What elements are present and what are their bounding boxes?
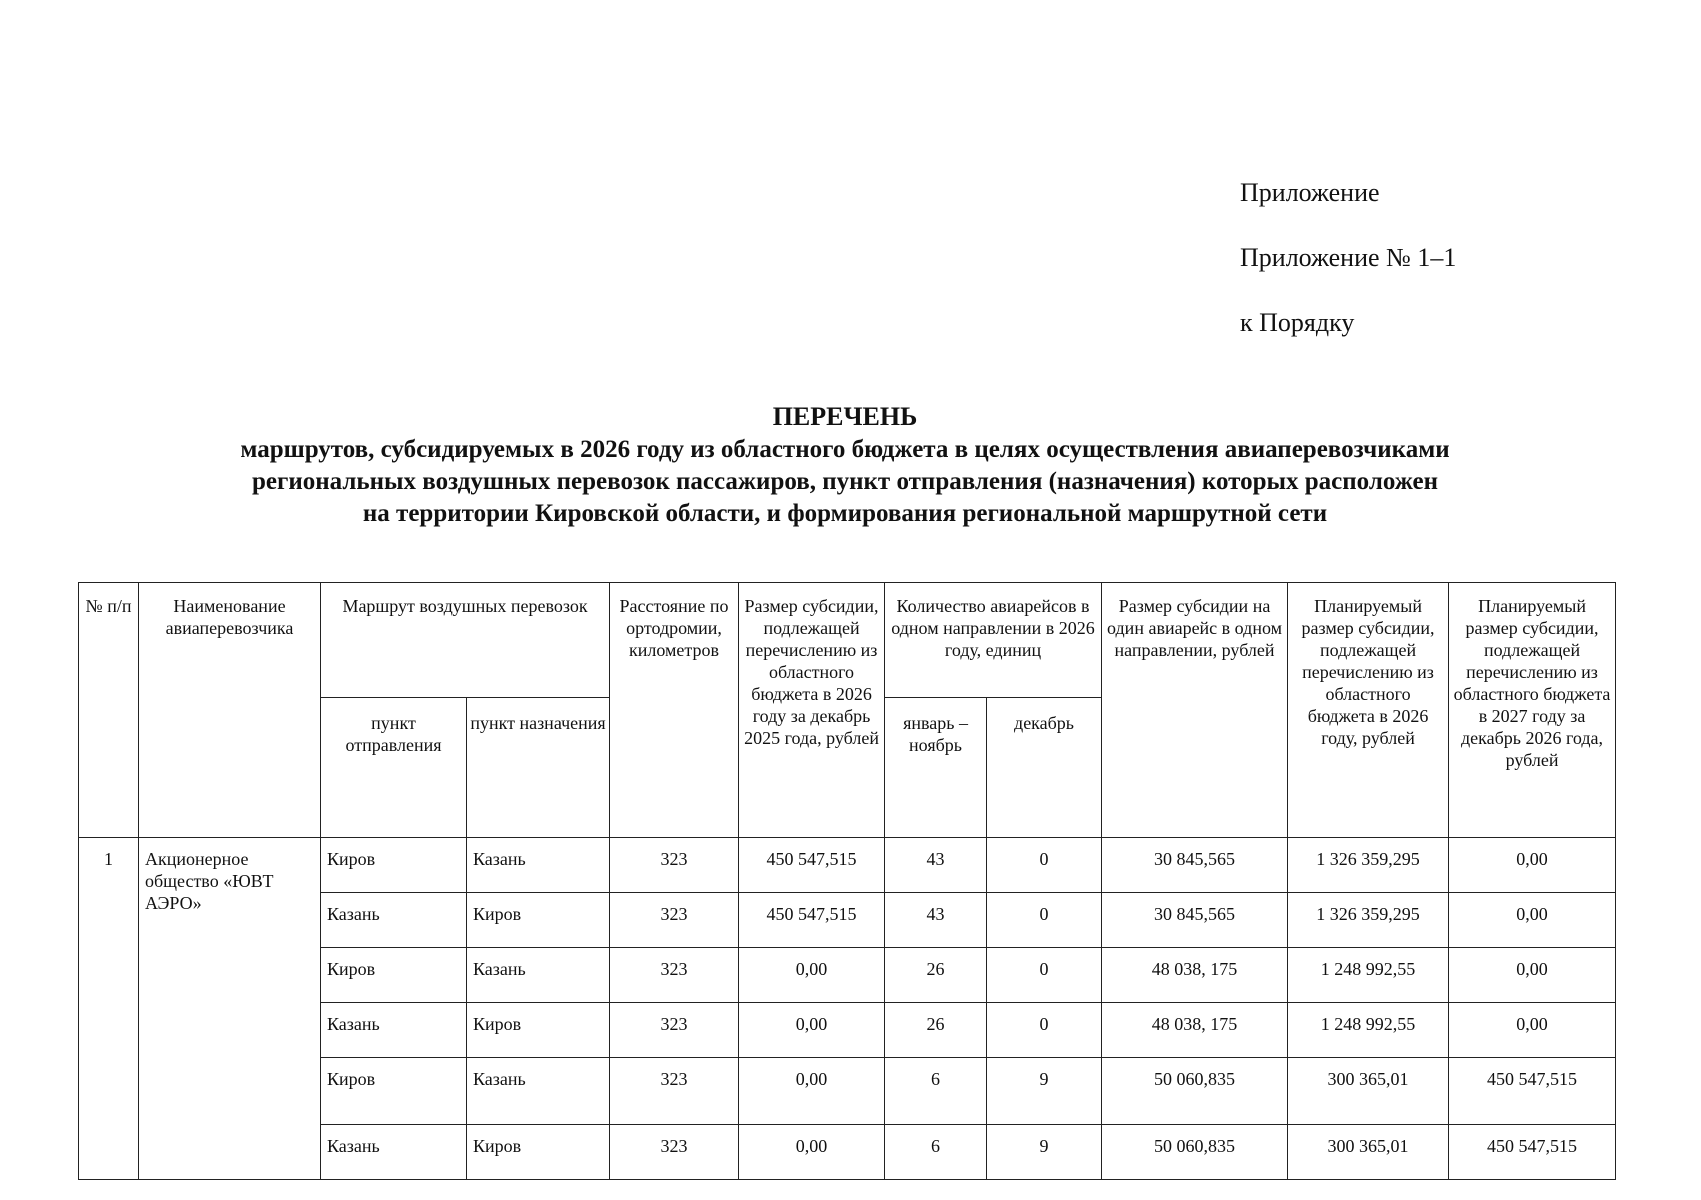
cell-planned-2027: 0,00 [1449,838,1616,893]
header-carrier: Наименование авиаперевозчика [139,583,321,838]
cell-distance: 323 [610,838,739,893]
cell-distance: 323 [610,948,739,1003]
routes-table [78,582,1616,1180]
cell-planned-2027: 450 547,515 [1449,1058,1616,1125]
cell-dec: 0 [987,948,1102,1003]
header-per-flight: Размер субсидии на один авиарейс в одном направлении, рублей [1102,583,1288,838]
subtitle-line: маршрутов, субсидируемых в 2026 году из областного бюджета в целях осуществления авиаперевозчиками [240,436,1450,463]
cell-to: Киров [467,1003,610,1058]
cell-subsidy-dec-2025: 0,00 [739,1125,885,1180]
cell-jan-nov: 6 [885,1125,987,1180]
cell-per-flight: 50 060,835 [1102,1125,1288,1180]
appendix-reference: к Порядку [1240,308,1355,337]
header-num: № п/п [79,583,139,838]
cell-planned-2026: 1 326 359,295 [1288,893,1449,948]
header-planned-2027: Планируемый размер субсидии, подлежащей перечислению из областного бюджета в 2027 году за декабрь 2026 года, рублей [1449,583,1616,838]
cell-per-flight: 50 060,835 [1102,1058,1288,1125]
cell-planned-2027: 0,00 [1449,948,1616,1003]
appendix-label: Приложение [1240,178,1380,207]
cell-from: Казань [321,893,467,948]
cell-distance: 323 [610,1058,739,1125]
cell-subsidy-dec-2025: 0,00 [739,1058,885,1125]
cell-dec: 9 [987,1125,1102,1180]
cell-jan-nov: 6 [885,1058,987,1125]
header-distance: Расстояние по ортодромии, километров [610,583,739,838]
cell-planned-2026: 1 248 992,55 [1288,1003,1449,1058]
cell-dec: 0 [987,893,1102,948]
cell-to: Киров [467,1125,610,1180]
header-december: декабрь [987,698,1102,838]
cell-to: Казань [467,1058,610,1125]
cell-planned-2026: 300 365,01 [1288,1125,1449,1180]
cell-dec: 0 [987,838,1102,893]
subtitle-line: на территории Кировской области, и формирования региональной маршрутной сети [362,500,1328,527]
header-planned-2026: Планируемый размер субсидии, подлежащей перечислению из областного бюджета в 2026 году, рублей [1288,583,1449,838]
cell-per-flight: 30 845,565 [1102,893,1288,948]
document-title: ПЕРЕЧЕНЬ [772,402,918,431]
header-destination: пункт назначения [467,698,610,838]
table-header [79,583,1616,838]
cell-per-flight: 30 845,565 [1102,838,1288,893]
table-body [79,838,1616,1180]
header-route: Маршрут воздушных перевозок [321,583,610,698]
cell-from: Казань [321,1125,467,1180]
cell-to: Казань [467,948,610,1003]
cell-to: Казань [467,838,610,893]
cell-planned-2026: 1 326 359,295 [1288,838,1449,893]
cell-per-flight: 48 038, 175 [1102,948,1288,1003]
cell-distance: 323 [610,893,739,948]
header-departure: пункт отправления [321,698,467,838]
table-row [79,838,1616,893]
document-subtitle [60,434,1630,530]
header-flights: Количество авиарейсов в одном направлении в 2026 году, единиц [885,583,1102,698]
cell-from: Киров [321,838,467,893]
cell-per-flight: 48 038, 175 [1102,1003,1288,1058]
cell-subsidy-dec-2025: 450 547,515 [739,893,885,948]
cell-distance: 323 [610,1125,739,1180]
cell-subsidy-dec-2025: 0,00 [739,948,885,1003]
cell-jan-nov: 43 [885,838,987,893]
cell-to: Киров [467,893,610,948]
cell-jan-nov: 26 [885,1003,987,1058]
cell-planned-2026: 1 248 992,55 [1288,948,1449,1003]
cell-subsidy-dec-2025: 0,00 [739,1003,885,1058]
cell-distance: 323 [610,1003,739,1058]
header-subsidy-dec-2025: Размер субсидии, подлежащей перечислению из областного бюджета в 2026 году за декабрь 2025 года, рублей [739,583,885,838]
carrier-name: Акционерное общество «ЮВТ АЭРО» [139,838,321,1180]
cell-dec: 0 [987,1003,1102,1058]
cell-jan-nov: 26 [885,948,987,1003]
cell-jan-nov: 43 [885,893,987,948]
cell-planned-2027: 0,00 [1449,893,1616,948]
cell-from: Киров [321,1058,467,1125]
cell-subsidy-dec-2025: 450 547,515 [739,838,885,893]
cell-planned-2027: 450 547,515 [1449,1125,1616,1180]
header-jan-nov: январь – ноябрь [885,698,987,838]
cell-planned-2026: 300 365,01 [1288,1058,1449,1125]
cell-dec: 9 [987,1058,1102,1125]
cell-planned-2027: 0,00 [1449,1003,1616,1058]
subtitle-line: региональных воздушных перевозок пассажиров, пункт отправления (назначения) которых расположен [251,468,1439,495]
appendix-number: Приложение № 1–1 [1240,243,1457,272]
row-number: 1 [79,838,139,1180]
cell-from: Казань [321,1003,467,1058]
cell-from: Киров [321,948,467,1003]
